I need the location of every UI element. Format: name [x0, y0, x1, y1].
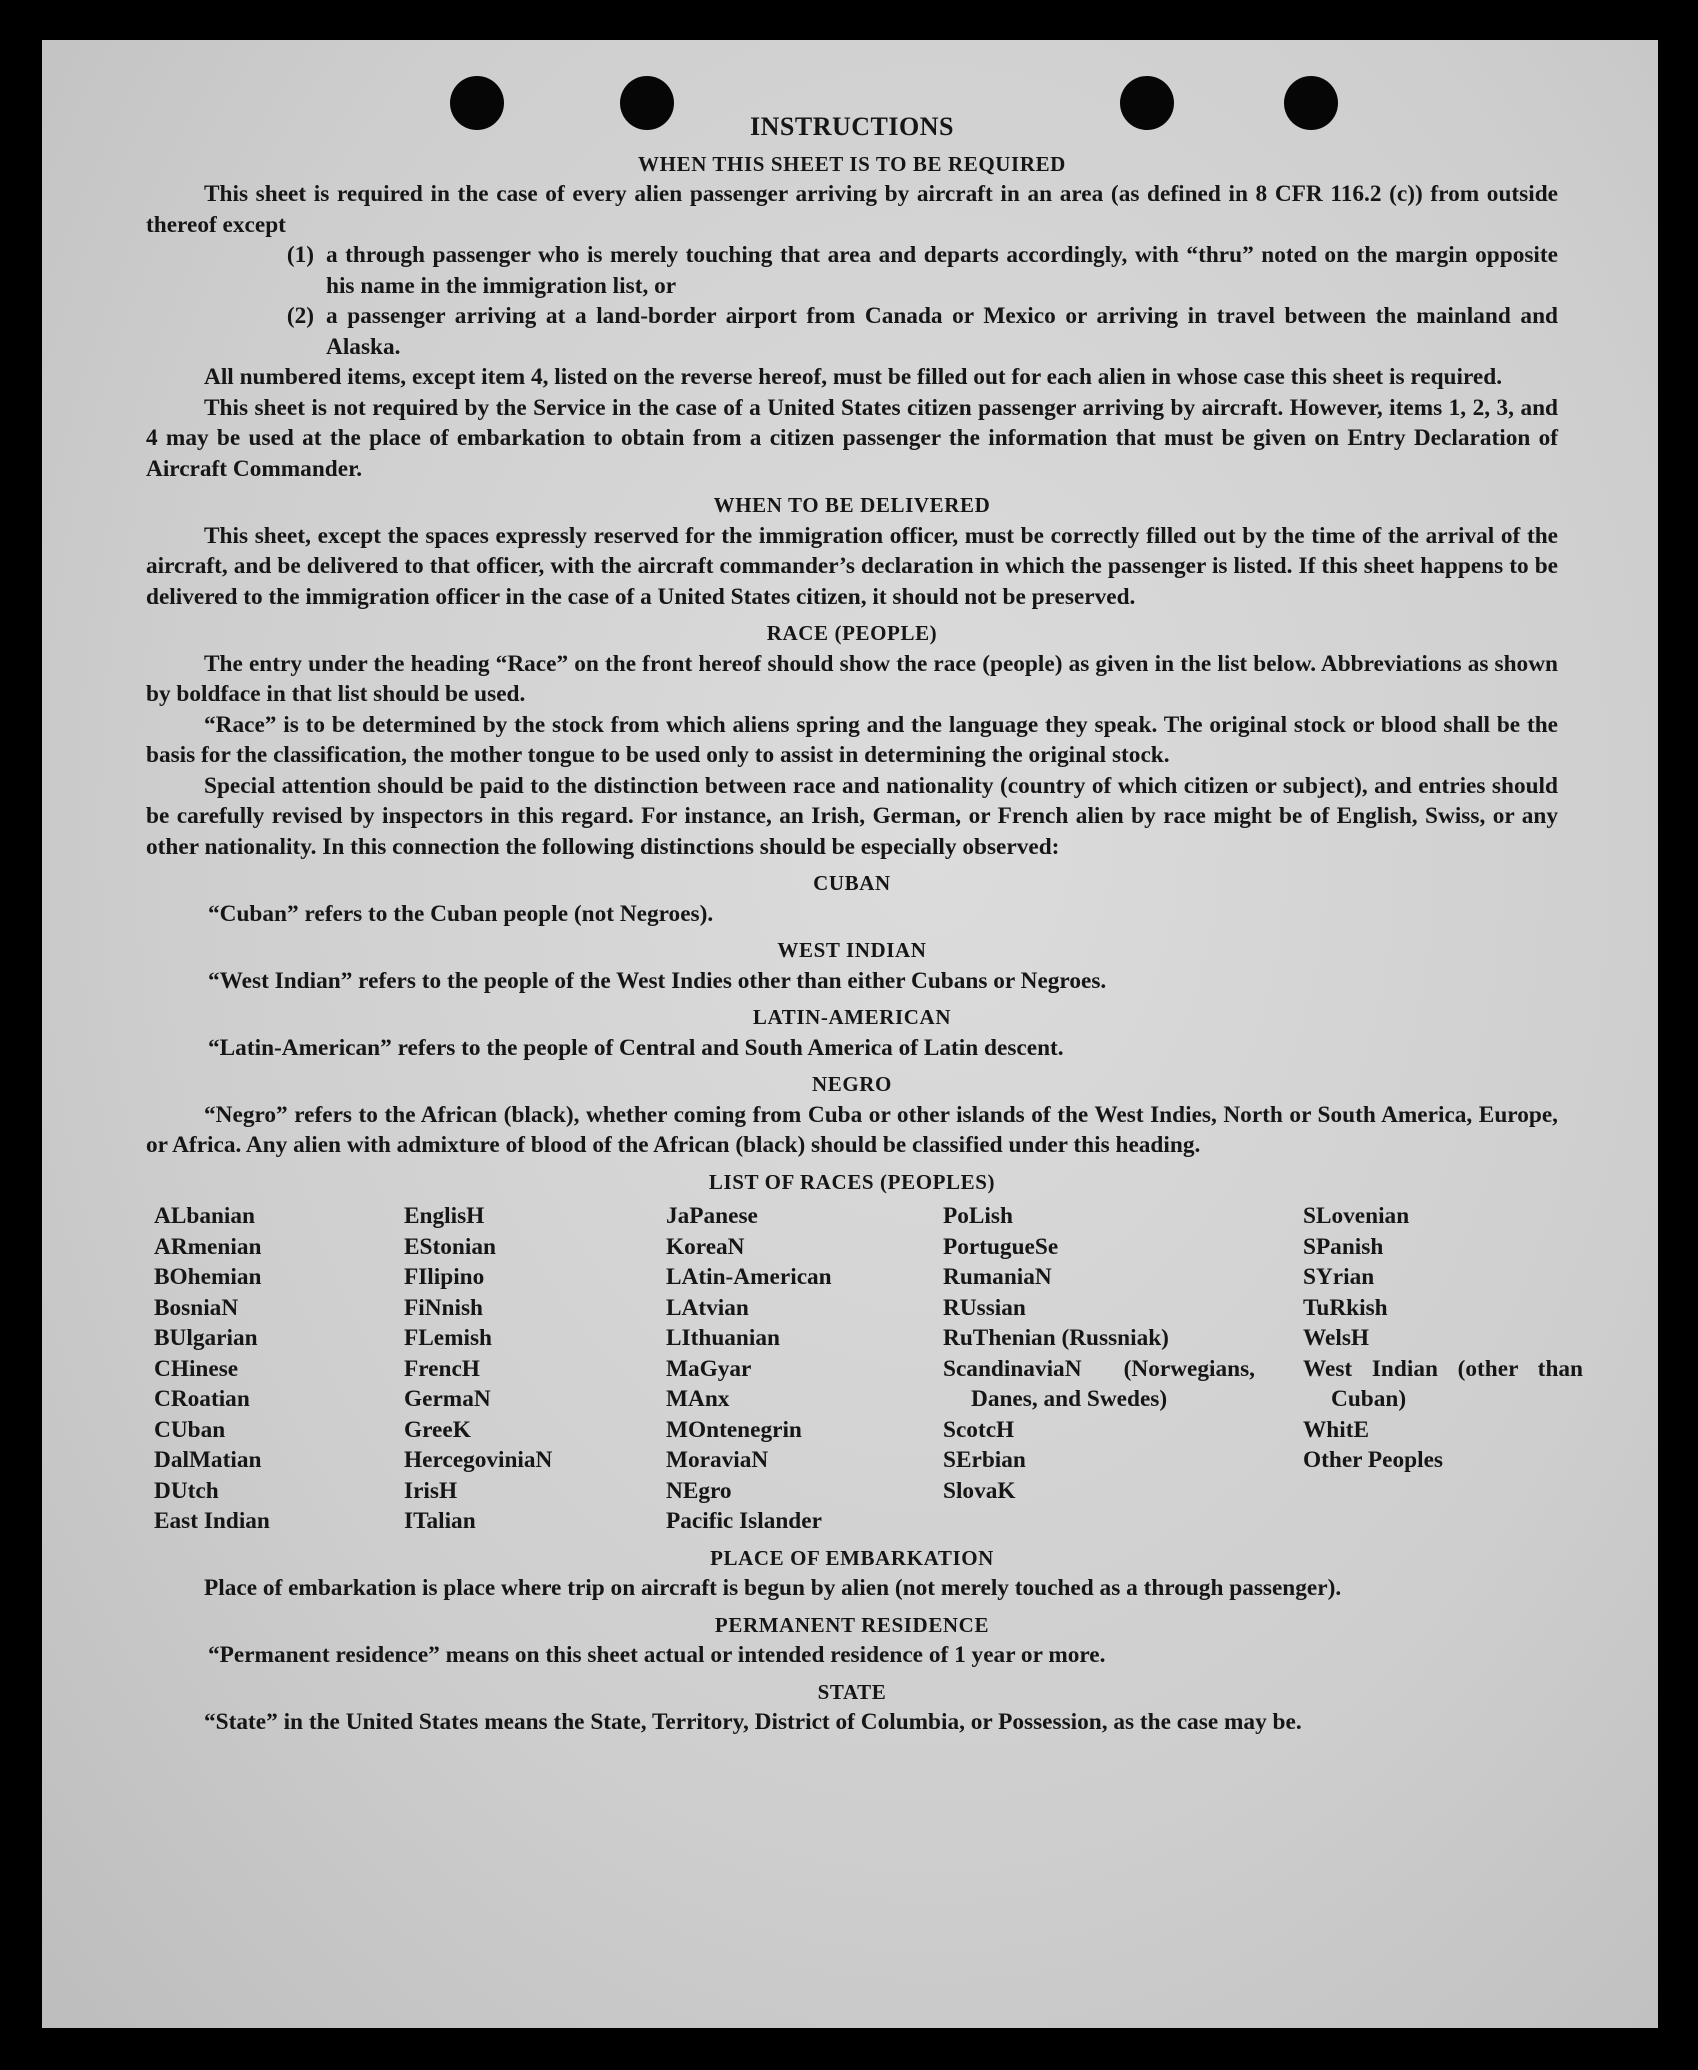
races-column — [666, 1201, 943, 1537]
section-heading-when-delivered: WHEN TO BE DELIVERED — [713, 493, 991, 517]
race-entry: CUban — [154, 1416, 226, 1443]
race-entry: LAtin-American — [666, 1264, 832, 1290]
race-entry: FrencH — [404, 1355, 480, 1382]
section-heading-state: STATE — [817, 1679, 887, 1704]
race-entry: RUssian — [943, 1294, 1026, 1321]
paragraph: This sheet, except the spaces expressly reserved for the immigration officer, must be correctly filled out by the time of the arrival of the aircraft, and be delivered to that officer, with the aircraft commander’s declaration in which the passenger is listed. If this sheet happens to be delivered to the immigration officer in the case of a United States citizen, it should not be preserved. — [146, 522, 1558, 610]
race-entry: EStonian — [404, 1233, 496, 1260]
section-heading-residence: PERMANENT RESIDENCE — [714, 1612, 990, 1637]
section-heading-latin-american: LATIN-AMERICAN — [752, 1005, 952, 1029]
exception-item — [146, 240, 1558, 301]
item-text: a passenger arriving at a land-border airport from Canada or Mexico or arriving in travel between the mainland and Alaska. — [326, 303, 1558, 360]
paragraph: The entry under the heading “Race” on the front hereof should show the race (people) as given in the list below. Abbreviations as shown by boldface in that list should be used. — [146, 650, 1558, 707]
races-column — [1303, 1201, 1583, 1537]
race-entry: ITalian — [404, 1508, 476, 1534]
race-entry: WhitE — [1303, 1416, 1370, 1443]
race-entry: HercegoviniaN — [404, 1447, 553, 1473]
paragraph: “Race” is to be determined by the stock from which aliens spring and the language they speak. The original stock or blood shall be the basis for the classification, the mother tongue to be used only to assist in determining the original stock. — [146, 711, 1558, 768]
race-entry: BosniaN — [154, 1294, 239, 1321]
section-heading-cuban: CUBAN — [813, 871, 891, 895]
race-entry: LAtvian — [666, 1294, 749, 1321]
race-entry: KoreaN — [666, 1233, 745, 1260]
race-entry: MaGyar — [666, 1355, 752, 1382]
definition: “Cuban” refers to the Cuban people (not Negroes). — [208, 900, 714, 927]
section-heading-list-of-races: LIST OF RACES (PEOPLES) — [708, 1169, 996, 1194]
races-column — [943, 1201, 1303, 1537]
race-entry: FiNnish — [404, 1294, 483, 1321]
item-text: a through passenger who is merely touching that area and departs accordingly, with “thru” noted on the margin opposite his name in the immigration list, or — [326, 242, 1558, 299]
race-entry: EnglisH — [404, 1203, 485, 1229]
races-column — [146, 1201, 404, 1537]
race-entry: DalMatian — [154, 1447, 262, 1473]
race-entry: CRoatian — [154, 1386, 250, 1412]
races-list — [146, 1201, 1583, 1537]
race-entry: PortugueSe — [943, 1233, 1059, 1260]
section-heading-west-indian: WEST INDIAN — [777, 938, 927, 962]
race-entry: SErbian — [943, 1447, 1026, 1473]
section-heading-when-required: WHEN THIS SHEET IS TO BE REQUIRED — [638, 151, 1066, 176]
race-entry: MoraviaN — [666, 1447, 769, 1473]
definition: “Latin-American” refers to the people of Central and South America of Latin descent. — [208, 1034, 1064, 1061]
race-entry: BOhemian — [154, 1264, 262, 1290]
race-entry: ScotcH — [943, 1416, 1015, 1443]
race-entry: SYrian — [1303, 1264, 1375, 1290]
paragraph: This sheet is required in the case of every alien passenger arriving by aircraft in an area (as defined in 8 CFR 116.2 (c)) from outside thereof except — [146, 181, 1558, 238]
race-entry: LIthuanian — [666, 1325, 780, 1351]
section-heading-race: RACE (PEOPLE) — [766, 621, 938, 645]
race-entry: IrisH — [404, 1477, 458, 1504]
paragraph: This sheet is not required by the Service in the case of a United States citizen passenger arriving by aircraft. However, items 1, 2, 3, and 4 may be used at the place of embarkation to obtain from a citizen passenger the information that must be given on Entry Declaration of Aircraft Commander. — [146, 394, 1558, 482]
race-entry: ScandinaviaN (Norwegians, Danes, and Swedes) — [943, 1355, 1255, 1412]
race-entry: West Indian (other than Cuban) — [1303, 1355, 1583, 1412]
races-column — [404, 1201, 666, 1537]
paragraph: Special attention should be paid to the distinction between race and nationality (country of which citizen or subject), and entries should be carefully revised by inspectors in this regard. For instance, an Irish, German, or French alien by race might be of English, Swiss, or any other nationality. In this connection the following distinctions should be especially observed: — [146, 772, 1558, 860]
race-entry: WelsH — [1303, 1325, 1370, 1351]
race-entry: GreeK — [404, 1416, 471, 1443]
definition: “State” in the United States means the State, Territory, District of Columbia, or Possession, as the case may be. — [204, 1709, 1302, 1735]
section-heading-negro: NEGRO — [811, 1072, 892, 1096]
race-entry: SlovaK — [943, 1477, 1016, 1504]
race-entry: GermaN — [404, 1386, 491, 1412]
race-entry: NEgro — [666, 1477, 732, 1504]
race-entry: MOntenegrin — [666, 1416, 802, 1443]
race-entry: MAnx — [666, 1386, 730, 1412]
race-entry: BUlgarian — [154, 1325, 258, 1351]
race-entry: FIlipino — [404, 1264, 485, 1290]
race-entry: FLemish — [404, 1325, 493, 1351]
section-heading-embarkation: PLACE OF EMBARKATION — [710, 1545, 994, 1570]
race-entry: SLovenian — [1303, 1203, 1410, 1229]
item-number: (2) — [286, 303, 314, 329]
race-entry: ARmenian — [154, 1233, 262, 1260]
definition: “West Indian” refers to the people of the West Indies other than either Cubans or Negroes. — [208, 967, 1107, 994]
document-sheet — [42, 40, 1658, 2028]
race-entry: Pacific Islander — [666, 1508, 822, 1534]
race-entry: East Indian — [154, 1508, 270, 1534]
race-entry: RuThenian (Russniak) — [943, 1325, 1169, 1351]
race-entry: TuRkish — [1303, 1294, 1388, 1321]
item-number: (1) — [286, 242, 314, 268]
race-entry: PoLish — [943, 1203, 1013, 1229]
race-entry: ALbanian — [154, 1203, 256, 1229]
race-entry: CHinese — [154, 1355, 239, 1382]
definition: “Negro” refers to the African (black), whether coming from Cuba or other islands of the West Indies, North or South America, Europe, or Africa. Any alien with admixture of blood of the African (black) should be classified under this heading. — [146, 1101, 1558, 1158]
page-title: INSTRUCTIONS — [750, 112, 954, 141]
race-entry: DUtch — [154, 1477, 219, 1504]
race-entry: RumaniaN — [943, 1264, 1052, 1290]
definition: Place of embarkation is place where trip on aircraft is begun by alien (not merely touched as a through passenger). — [204, 1575, 1342, 1601]
race-entry: SPanish — [1303, 1233, 1384, 1260]
exception-item — [146, 301, 1558, 362]
race-entry: JaPanese — [666, 1203, 758, 1229]
instructions-body — [146, 112, 1583, 1738]
paragraph: All numbered items, except item 4, listed on the reverse hereof, must be filled out for each alien in whose case this sheet is required. — [204, 364, 1503, 390]
definition: “Permanent residence” means on this sheet actual or intended residence of 1 year or more. — [208, 1642, 1106, 1668]
race-entry: Other Peoples — [1303, 1447, 1443, 1473]
